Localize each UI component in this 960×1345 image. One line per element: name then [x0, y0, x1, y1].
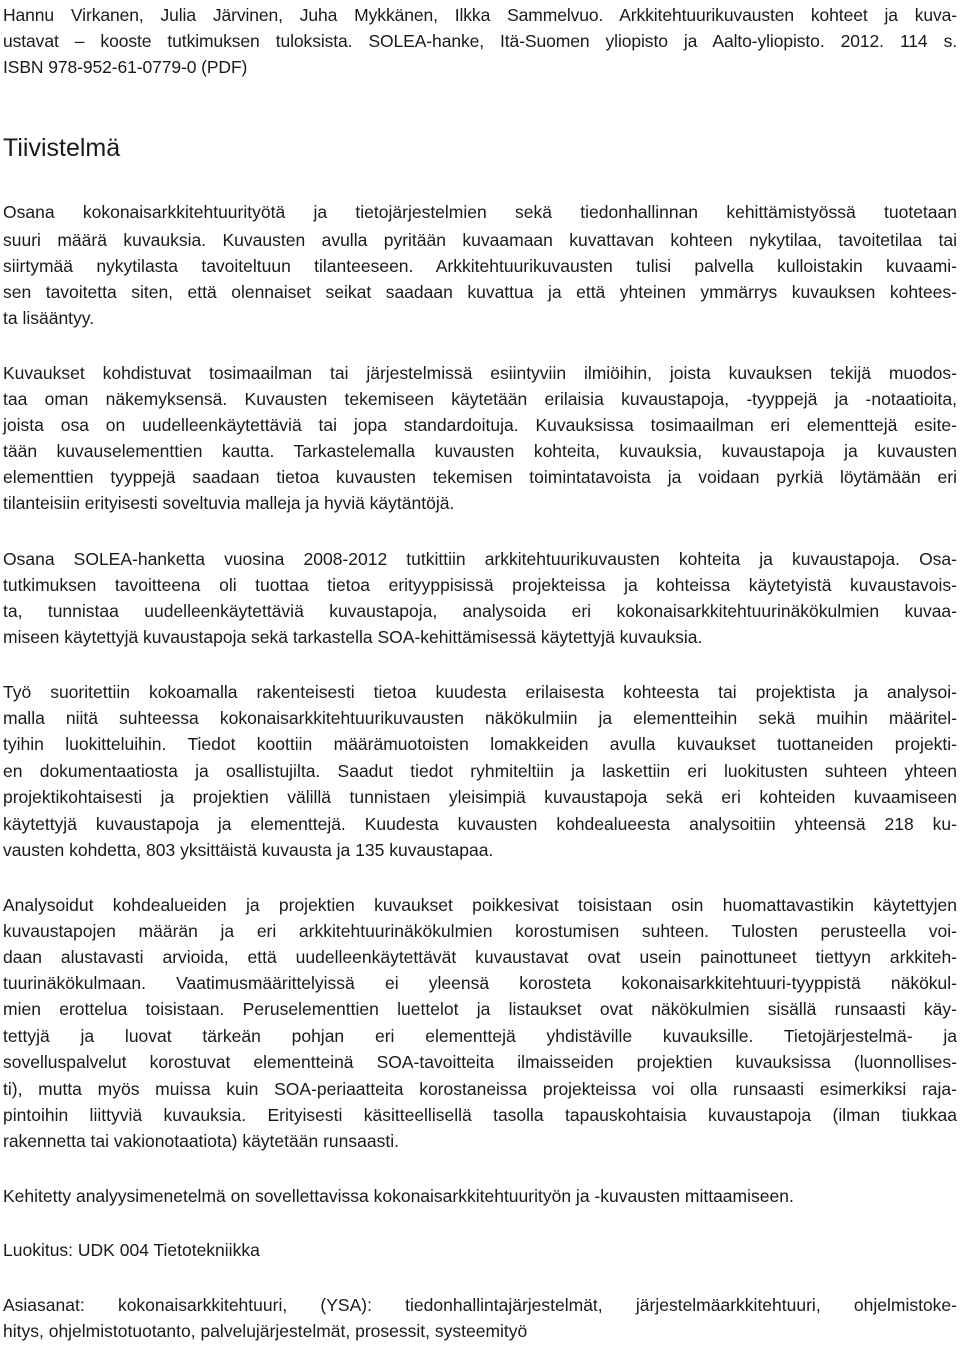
text-line: kuvaustapojen määrän ja eri arkkitehtuurinäkökulmien korostumisen suhteen. Tulosten perusteella voi-: [3, 921, 957, 941]
keywords-line: Asiasanat: kokonaisarkkitehtuuri, (YSA): tiedonhallintajärjestelmät, järjestelmäarkkitehtuuri, ohjelmistoke-: [3, 1295, 957, 1315]
text-line: daan alustavasti arvioida, että uudelleenkäytettävät kuvaustavat ovat usein painottuneet tiettyyn arkkiteh-: [3, 947, 957, 967]
text-line: sen tavoitetta siten, että olennaiset seikat saadaan kuvattua ja että yhteinen ymmärrys kuvauksen kohtees-: [3, 282, 957, 302]
text-line: miseen käytettyjä kuvaustapoja sekä tarkastella SOA-kehittämisessä käytettyjä kuvauksia.: [3, 627, 703, 647]
text-line: käytettyjä kuvaustapoja ja elementtejä. Kuudesta kuvausten kohdealueesta analysoitiin yhteensä 218 ku-: [3, 814, 957, 834]
text-line: Osana kokonaisarkkitehtuurityötä ja tietojärjestelmien sekä tiedonhallinnan kehittämistyössä tuotetaan: [3, 202, 957, 222]
text-line: taa oman näkemyksensä. Kuvausten tekemiseen käytetään erilaisia kuvaustapoja, -tyyppejä ja -notaatioita,: [3, 389, 957, 409]
text-line: tutkimuksen tavoitteena oli tuottaa tietoa erityyppisissä projekteissa ja kohteissa käytetyistä kuvaustavois-: [3, 575, 957, 595]
text-line: Kuvaukset kohdistuvat tosimaailman tai järjestelmissä esiintyviin ilmiöihin, joista kuvauksen tekijä muodos-: [3, 363, 957, 383]
text-line: rakennetta tai vakionotaatiota) käytetään runsaasti.: [3, 1131, 399, 1151]
text-line: joista osa on uudelleenkäytettäviä tai jopa standardoituja. Kuvauksissa tosimaailman eri elementtejä esite-: [3, 415, 957, 435]
text-line: ta lisääntyy.: [3, 308, 95, 328]
text-line: tyihin luokitteluihin. Tiedot koottiin määrämuotoisten lomakkeiden avulla kuvaukset tuottaneiden projekti-: [3, 734, 957, 754]
text-line: projektikohtaisesti ja projektien välillä tunnistaen yleisimpiä kuvaustapoja sekä eri kohteiden kuvaamiseen: [3, 787, 957, 807]
text-line: ta, tunnistaa uudelleenkäytettäviä kuvaustapoja, analysoida eri kokonaisarkkitehtuurinäkökulmien kuvaa-: [3, 601, 957, 621]
text-line: tilanteisiin erityisesti soveltuvia malleja ja hyviä käytäntöjä.: [3, 493, 455, 513]
text-line: mien erottelua toisistaan. Peruselementtien luettelot ja listaukset ovat näkökulmien sisällä runsaasti käy-: [3, 999, 957, 1019]
text-line: malla niitä suhteessa kokonaisarkkitehtuurikuvausten näkökulmiin ja elementteihin sekä muihin määritel-: [3, 708, 957, 728]
text-line: elementtien tyyppejä saadaan tietoa kuvausten tekemisen toimintatavoista ja voidaan pyrkiä löytämään eri: [3, 467, 957, 487]
text-line: tään kuvauselementtien kautta. Tarkastelemalla kuvausten kohteita, kuvauksia, kuvaustapoja ja kuvausten: [3, 441, 957, 461]
text-line: en dokumentaatiosta ja osallistujilta. Saadut tiedot ryhmiteltiin ja laskettiin eri luokitusten suhteen yhteen: [3, 761, 957, 781]
keywords-line: hitys, ohjelmistotuotanto, palvelujärjestelmät, prosessit, systeemityö: [3, 1321, 528, 1341]
text-line: pintoihin liittyviä kuvauksia. Erityisesti käsitteellisellä tasolla tapauskohtaisia kuvaustapoja (ilman tiukkaa: [3, 1105, 957, 1125]
text-line: ti), mutta myös muissa kuin SOA-periaatteita korostaneissa projekteissa voi olla runsaasti esimerkiksi raja-: [3, 1079, 957, 1099]
text-line: Osana SOLEA-hanketta vuosina 2008-2012 tutkittiin arkkitehtuurikuvausten kohteita ja kuvaustapoja. Osa-: [3, 549, 957, 569]
abstract-title: Tiivistelmä: [3, 134, 121, 162]
method-statement: Kehitetty analyysimenetelmä on sovellettavissa kokonaisarkkitehtuurityön ja -kuvausten mittaamiseen.: [3, 1186, 794, 1206]
text-line: siirtymää nykytilasta tavoiteltuun tilanteeseen. Arkkitehtuurikuvausten tulisi palvella kulloistakin kuvaami-: [3, 256, 957, 276]
text-line: Analysoidut kohdealueiden ja projektien kuvaukset poikkesivat toisistaan osin huomattavastikin käytettyjen: [3, 895, 957, 915]
classification-line: Luokitus: UDK 004 Tietotekniikka: [3, 1240, 260, 1260]
text-line: vausten kohdetta, 803 yksittäistä kuvausta ja 135 kuvaustapaa.: [3, 840, 494, 860]
text-line: Työ suoritettiin kokoamalla rakenteisesti tietoa kuudesta erilaisesta kohteesta tai projektista ja analysoi-: [3, 682, 957, 702]
citation-line-3: ISBN 978-952-61-0779-0 (PDF): [3, 57, 248, 77]
text-line: tettyjä ja luovat tärkeän pohjan eri elementtejä yhdistäville kuvauksille. Tietojärjestelmä- ja: [3, 1026, 957, 1046]
citation-line-2: ustavat – kooste tutkimuksen tuloksista. SOLEA-hanke, Itä-Suomen yliopisto ja Aalto-yliopisto. 2012. 114 s.: [3, 31, 957, 51]
citation-line-1: Hannu Virkanen, Julia Järvinen, Juha Mykkänen, Ilkka Sammelvuo. Arkkitehtuurikuvausten kohteet ja kuva-: [3, 5, 957, 25]
text-line: suuri määrä kuvauksia. Kuvausten avulla pyritään kuvaamaan kuvattavan kohteen nykytilaa, tavoitetilaa tai: [3, 230, 957, 250]
text-line: tuurinäkökulmaan. Vaatimusmäärittelyissä ei yleensä korosteta kokonaisarkkitehtuuri-tyyppistä näkökul-: [3, 973, 957, 993]
text-line: sovelluspalvelut korostuvat elementteinä SOA-tavoitteita ilmaisseiden projektien kuvauksissa (luonnollises-: [3, 1052, 957, 1072]
